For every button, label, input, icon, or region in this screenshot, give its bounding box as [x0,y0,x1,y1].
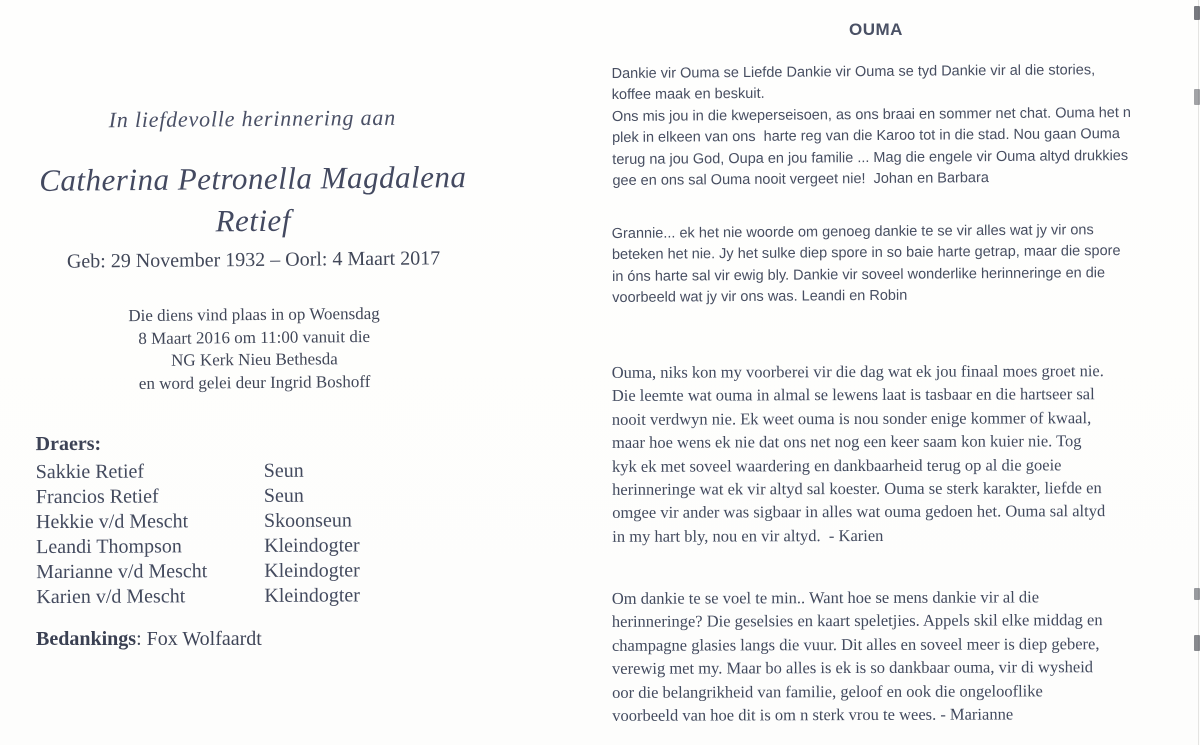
tribute-johan-en-barbara: Dankie vir Ouma se Liefde Dankie vir Ouma se tyd Dankie vir al die stories, koffee maak en beskuit. Ons mis jou in die kweperseisoen, as ons braai en sommer net chat. Ouma het n plek in elkeen van ons harte reg van die Karoo tot in die stad. Nou gaan Ouma terug na jou God, Oupa en jou familie ... Mag die engele vir Ouma altyd drukkies gee en ons sal Ouma nooit vergeet nie! Johan en Barbara [611,62,1132,190]
bearer-row [36,458,466,485]
bearers-heading: Draers: [35,432,102,456]
bearer-relation: Kleindogter [264,559,360,582]
bearer-relation: Seun [263,459,304,482]
service-details: Die diens vind plaas in op Woensdag 8 Maart 2016 om 11:00 vanuit die NG Kerk Nieu Bethesda en word gelei deur Ingrid Boshoff [128,303,380,393]
left-page-header [26,0,479,396]
bearer-relation: Kleindogter [264,534,360,557]
bearer-name: Sakkie Retief [35,460,145,484]
bearers-section [36,431,467,610]
tribute-marianne: Om dankie te se voel te min.. Want hoe se mens dankie vir al die herinneringe? Die geselsies en kaart speletjies. Appels skil elke middag en champagne glasies langs die vuur. Dit alles en soveel meer is diep gebere, verewig met my. Maar bo alles is ek is so dankbaar ouma, vir di wysheid oor die belangrikheid van familie, geloof en ook die ongelooflike voorbeeld van hoe dit is om n sterk vrou te wees. - Marianne [611,587,1103,725]
bearer-row [36,508,466,535]
thanks-label: Bedankings [36,628,137,650]
deceased-name-line2: Retief [215,202,291,239]
scan-artifact [1194,89,1200,105]
bearer-name: Francios Retief [35,485,159,509]
tributes-heading: OUMA [849,20,903,39]
bearer-row [36,533,466,560]
thanks-line [36,628,262,651]
deceased-name-line1: Catherina Petronella Magdalena [39,159,467,198]
bearer-name: Hekkie v/d Mescht [35,510,189,534]
tribute-leandi-en-robin: Grannie... ek het nie woorde om genoeg dankie te se vir alles wat jy vir ons beteken het nie. Jy het sulke diep spore in so baie harte getrap, maar die spore in óns harte sal vir ewig bly. Dankie vir soveel wonderlike herinneringe en die voorbeeld wat jy vir ons was. Leandi en Robin [611,222,1121,307]
bearer-relation: Kleindogter [264,584,360,607]
bearer-name: Marianne v/d Mescht [36,560,208,584]
bearer-row [36,483,466,510]
deceased-name [28,156,479,244]
bearer-row [36,558,466,585]
scan-artifact [1194,6,1200,20]
bearer-row [36,583,466,610]
tribute-karien: Ouma, niks kon my voorberei vir die dag wat ek jou finaal moes groet nie. Die leemte wat ouma in almal se lewens laat is tasbaar en die hartseer sal nooit verdwyn nie. Ek weet ouma is nou sonder enige kommer of kwaal, maar hoe wens ek nie dat ons net nog een keer saam kon kuier nie. Tog kyk ek met soveel waardering en dankbaarheid terug op al die goeie herinneringe wat ek vir altyd sal koester. Ouma se sterk karakter, liefde en omgee vir ander was sigbaar in alles wat ouma gedoen het. Ouma sal altyd in my hart bly, nou en vir altyd. - Karien [611,361,1106,546]
scan-artifact [1194,635,1200,651]
birth-death-dates: Geb: 29 November 1932 – Oorl: 4 Maart 2017 [66,247,441,273]
thanks-value: : Fox Wolfaardt [136,628,262,650]
bearer-relation: Skoonseun [263,509,352,532]
bearer-name: Leandi Thompson [36,535,182,559]
bearer-name: Karien v/d Mescht [36,585,186,609]
scan-artifact [1194,588,1200,600]
memorial-intro-line: In liefdevolle herinnering aan [108,104,397,133]
bearer-relation: Seun [263,484,304,507]
scan-edge-line [1198,0,1199,745]
